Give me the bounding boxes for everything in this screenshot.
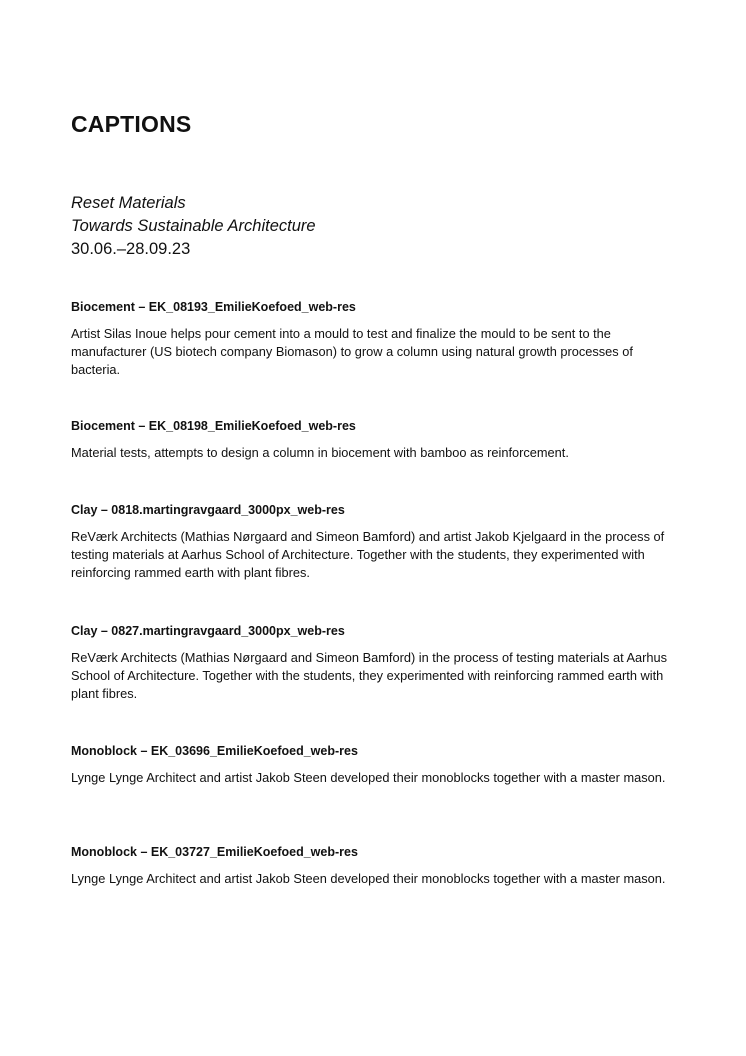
caption-text: ReVærk Architects (Mathias Nørgaard and Simeon Bamford) and artist Jakob Kjelgaard in the process of testing materials at Aarhus School of Architecture. Together with the students, they experimented with reinforcing rammed earth with plant fibres.	[71, 529, 665, 581]
caption-text: Lynge Lynge Architect and artist Jakob Steen developed their monoblocks together with a master mason.	[71, 770, 666, 785]
caption-text: Artist Silas Inoue helps pour cement into a mould to test and finalize the mould to be sent to the manufacturer (US biotech company Biomason) to grow a column using natural growth processes of bacteria.	[71, 326, 633, 378]
caption-heading: Monoblock – EK_03727_EmilieKoefoed_web-res	[71, 845, 358, 859]
exhibition-dates: 30.06.–28.09.23	[71, 240, 191, 258]
caption-text: Material tests, attempts to design a column in biocement with bamboo as reinforcement.	[71, 445, 569, 460]
caption-item	[71, 501, 675, 622]
exhibition-subtitle: Towards Sustainable Architecture	[71, 217, 316, 235]
caption-heading: Biocement – EK_08198_EmilieKoefoed_web-res	[71, 419, 356, 433]
caption-heading: Clay – 0818.martingravgaard_3000px_web-res	[71, 503, 345, 517]
caption-heading: Monoblock – EK_03696_EmilieKoefoed_web-res	[71, 744, 358, 758]
caption-list	[71, 298, 675, 923]
caption-heading: Biocement – EK_08193_EmilieKoefoed_web-res	[71, 300, 356, 314]
page-title: CAPTIONS	[71, 111, 192, 137]
caption-item	[71, 298, 675, 417]
caption-text: ReVærk Architects (Mathias Nørgaard and Simeon Bamford) in the process of testing materials at Aarhus School of Architecture. Together with the students, they experimented with reinforcing rammed earth with plant fibres.	[71, 650, 668, 702]
caption-item	[71, 622, 675, 742]
caption-item	[71, 843, 675, 923]
caption-text: Lynge Lynge Architect and artist Jakob Steen developed their monoblocks together with a master mason.	[71, 871, 666, 886]
caption-item	[71, 417, 675, 501]
exhibition-info	[71, 192, 316, 261]
caption-heading: Clay – 0827.martingravgaard_3000px_web-res	[71, 624, 345, 638]
caption-item	[71, 742, 675, 843]
exhibition-title: Reset Materials	[71, 194, 186, 212]
